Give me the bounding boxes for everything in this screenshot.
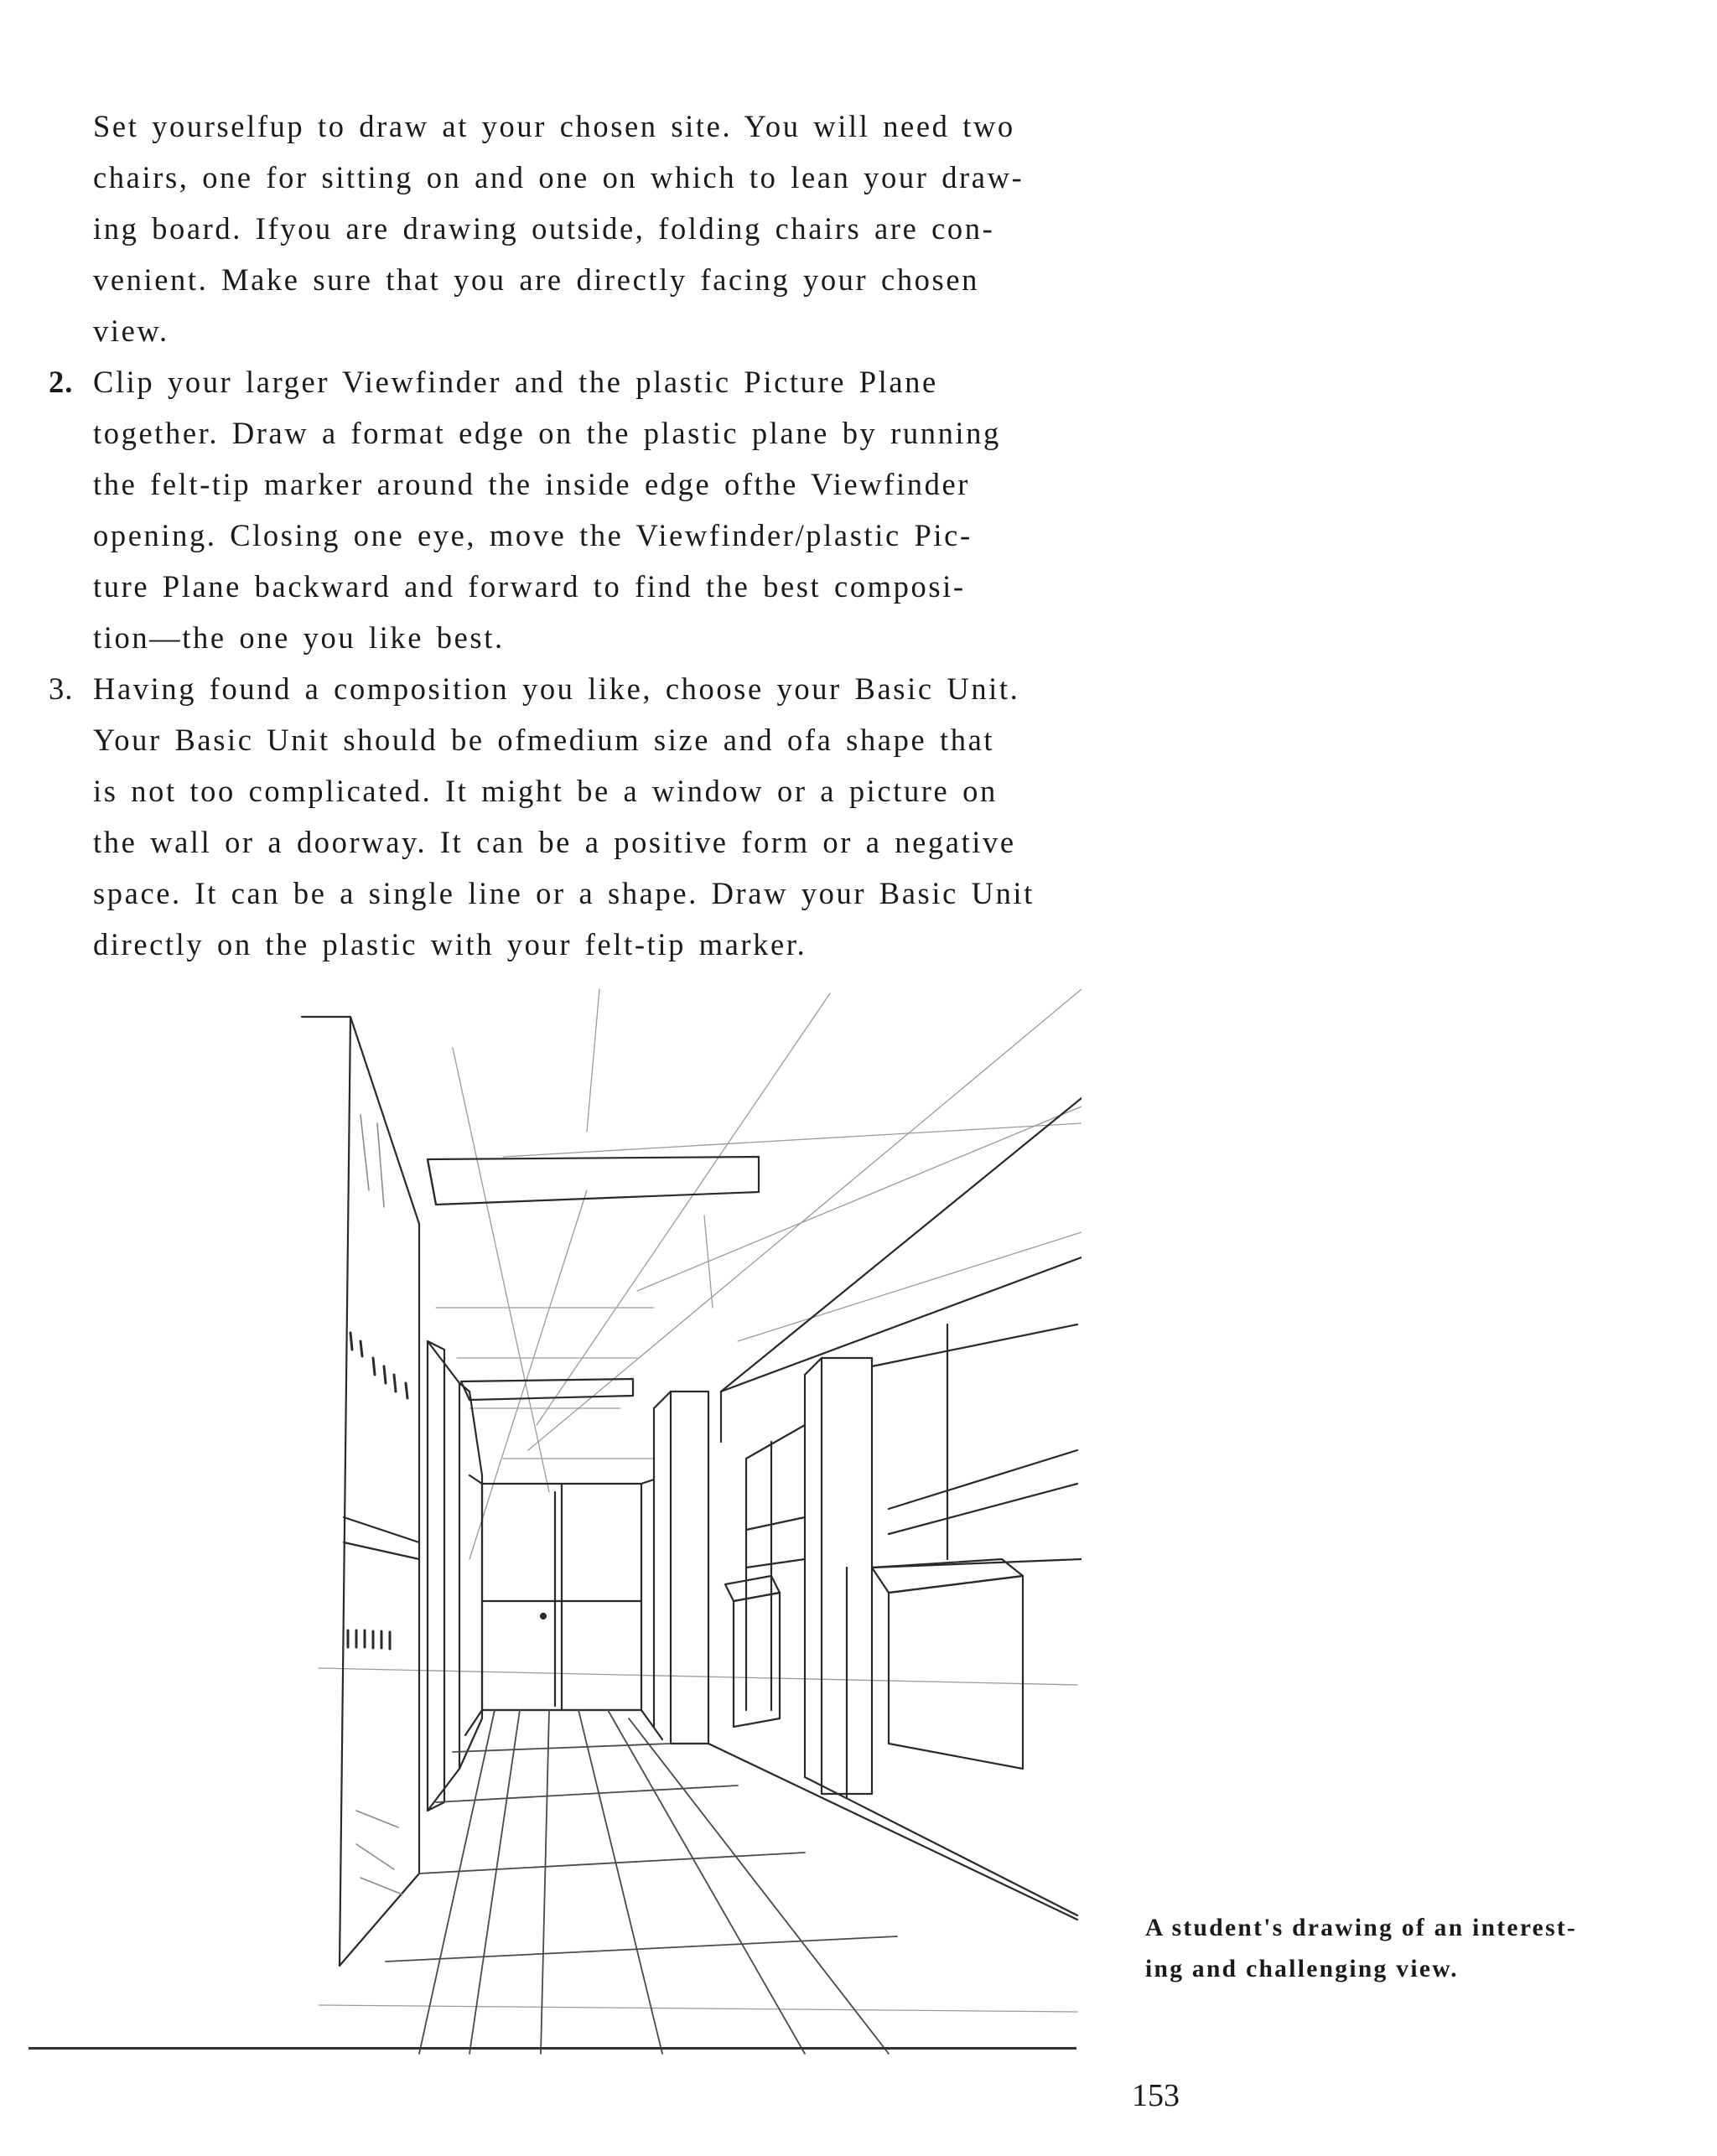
figure-caption: [1145, 1908, 1623, 1990]
list-number: 2.: [49, 365, 74, 399]
text-line: opening. Closing one eye, move the Viewfinder/plastic Pic-: [93, 518, 973, 552]
text-line: Your Basic Unit should be ofmedium size and ofa shape that: [93, 723, 995, 757]
text-line: together. Draw a format edge on the plastic plane by running: [93, 416, 1001, 450]
text-line: chairs, one for sitting on and one on which to lean your draw-: [93, 160, 1024, 194]
text-line: is not too complicated. It might be a window or a picture on: [93, 774, 998, 808]
text-line: the felt-tip marker around the inside edge ofthe Viewfinder: [93, 467, 971, 501]
text-line: ing board. Ifyou are drawing outside, folding chairs are con-: [93, 211, 995, 246]
text-line: tion—the one you like best.: [93, 620, 505, 655]
text-line: Clip your larger Viewfinder and the plastic Picture Plane: [93, 365, 938, 399]
list-number: 3.: [49, 671, 74, 706]
text-line: view.: [93, 314, 169, 348]
text-line: space. It can be a single line or a shape. Draw your Basic Unit: [93, 876, 1035, 910]
text-line: venient. Make sure that you are directly facing your chosen: [93, 262, 979, 297]
caption-line: ing and challenging view.: [1145, 1956, 1459, 1982]
text-line: directly on the plastic with your felt-tip marker.: [93, 927, 807, 961]
text-line: Set yourselfup to draw at your chosen site. You will need two: [93, 109, 1015, 143]
hallway-sketch: [0, 981, 1082, 2070]
caption-line: A student's drawing of an interest-: [1145, 1915, 1578, 1941]
text-line: ture Plane backward and forward to find the best composi-: [93, 569, 966, 604]
bottom-rule: [29, 2047, 1076, 2050]
page-number: 153: [1132, 2078, 1180, 2113]
text-line: the wall or a doorway. It can be a positive form or a negative: [93, 825, 1016, 859]
text-line: Having found a composition you like, choose your Basic Unit.: [93, 671, 1020, 706]
